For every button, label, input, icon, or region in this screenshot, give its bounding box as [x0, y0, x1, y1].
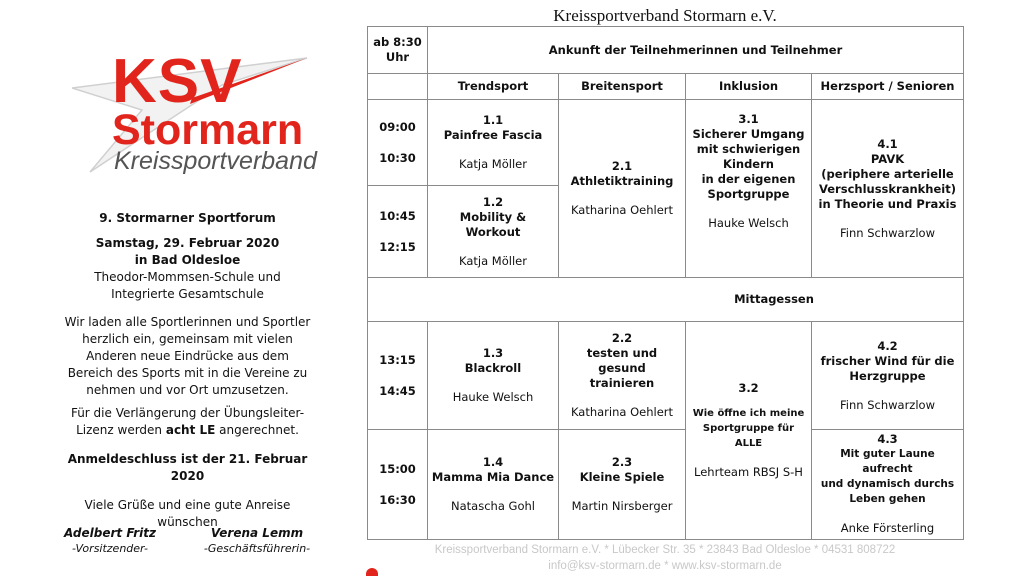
- event-info: [55, 210, 320, 303]
- corner-mark-icon: [366, 568, 378, 576]
- session-3-2: 3.2 Wie öffne ich meine Sportgruppe für ALLE Lehrteam RBSJ S-H: [686, 322, 812, 540]
- license-text: angerechnet.: [215, 423, 299, 437]
- left-column: [0, 0, 370, 576]
- logo-ksv: KSV: [112, 47, 243, 116]
- header-inklusion: Inklusion: [686, 74, 812, 100]
- session-4-3: 4.3 Mit guter Laune aufrecht und dynamisch durchs Leben gehen Anke Försterling: [812, 430, 964, 540]
- event-venue-1: Theodor-Mommsen-Schule und: [94, 270, 281, 284]
- arrival-row: [368, 27, 964, 74]
- signer-role: -Vorsitzender-: [72, 542, 148, 555]
- session-1-4: 1.4 Mamma Mia Dance Natascha Gohl: [428, 430, 559, 540]
- session-4-2: 4.2 frischer Wind für die Herzgruppe Finn Schwarzlow: [812, 322, 964, 430]
- slot-row-3: [368, 322, 964, 430]
- logo-stormarn: Stormarn: [112, 106, 304, 154]
- greeting-line: wünschen: [157, 515, 218, 529]
- slot-row-1: [368, 100, 964, 186]
- session-2-2: 2.2 testen und gesund trainieren Katharina Oehlert: [559, 322, 686, 430]
- footer-address: Kreissportverband Stormarn e.V. * Lübecker Str. 35 * 23843 Bad Oldesloe * 04531 808722: [434, 544, 896, 556]
- footer-web: info@ksv-stormarn.de * www.ksv-stormarn.de: [548, 560, 782, 572]
- signer-name: Verena Lemm: [210, 526, 304, 540]
- logo-kreissportverband: Kreissportverband: [114, 147, 317, 175]
- signature-manager: [197, 525, 317, 557]
- license-text: Lizenz werden: [76, 423, 166, 437]
- time-cell: 09:00 10:30: [368, 100, 428, 186]
- arrival-time: ab 8:30 Uhr: [368, 27, 428, 74]
- time-cell: 10:45 12:15: [368, 186, 428, 278]
- license-credits: acht LE: [165, 423, 216, 437]
- invite-line: Anderen neue Eindrücke aus dem: [86, 349, 289, 363]
- org-title: Kreissportverband Stormarn e.V.: [553, 6, 777, 25]
- ksv-logo: [72, 47, 317, 180]
- header-breitensport: Breitensport: [559, 74, 686, 100]
- session-1-2: 1.2 Mobility & Workout Katja Möller: [428, 186, 559, 278]
- signer-name: Adelbert Fritz: [64, 526, 156, 540]
- event-name: 9. Stormarner Sportforum: [99, 211, 276, 225]
- invite-line: Bereich des Sports mit in die Vereine zu: [67, 366, 308, 380]
- header-trendsport: Trendsport: [428, 74, 559, 100]
- invitation-text: [55, 314, 320, 531]
- slot-row-4: [368, 430, 964, 540]
- session-4-1: 4.1 PAVK (periphere arterielle Verschlusskrankheit) in Theorie und Praxis Finn Schwarzlow: [812, 100, 964, 278]
- header-herzsport: Herzsport / Senioren: [812, 74, 964, 100]
- greeting-line: Viele Grüße und eine gute Anreise: [84, 498, 291, 512]
- time-cell: 13:15 14:45: [368, 322, 428, 430]
- lunch-row: [368, 278, 964, 322]
- session-1-3: 1.3 Blackroll Hauke Welsch: [428, 322, 559, 430]
- time-cell: 15:00 16:30: [368, 430, 428, 540]
- event-venue-2: Integrierte Gesamtschule: [111, 287, 264, 301]
- header-empty: [368, 74, 428, 100]
- invite-line: herzlich ein, gemeinsam mit vielen: [82, 332, 293, 346]
- footer-contact: [368, 542, 962, 574]
- license-line: Für die Verlängerung der Übungsleiter-: [70, 406, 305, 420]
- invite-line: Wir laden alle Sportlerinnen und Sportler: [64, 315, 311, 329]
- lunch-break: Mittagessen: [368, 278, 964, 322]
- invite-line: nehmen und vor Ort umzusetzen.: [86, 383, 289, 397]
- session-3-1: 3.1 Sicherer Umgang mit schwierigen Kindern in der eigenen Sportgruppe Hauke Welsch: [686, 100, 812, 278]
- session-2-3: 2.3 Kleine Spiele Martin Nirsberger: [559, 430, 686, 540]
- header-row: [368, 74, 964, 100]
- signer-role: -Geschäftsführerin-: [203, 542, 311, 555]
- session-2-1: 2.1 Athletiktraining Katharina Oehlert: [559, 100, 686, 278]
- event-date: Samstag, 29. Februar 2020: [95, 236, 280, 250]
- event-place: in Bad Oldesloe: [134, 253, 241, 267]
- license-line: [55, 422, 320, 439]
- arrival-text: Ankunft der Teilnehmerinnen und Teilnehmer: [428, 27, 964, 74]
- signature-chairman: [50, 525, 170, 557]
- schedule-table: [367, 26, 964, 540]
- registration-deadline: Anmeldeschluss ist der 21. Februar 2020: [67, 452, 308, 483]
- session-1-1: 1.1 Painfree Fascia Katja Möller: [428, 100, 559, 186]
